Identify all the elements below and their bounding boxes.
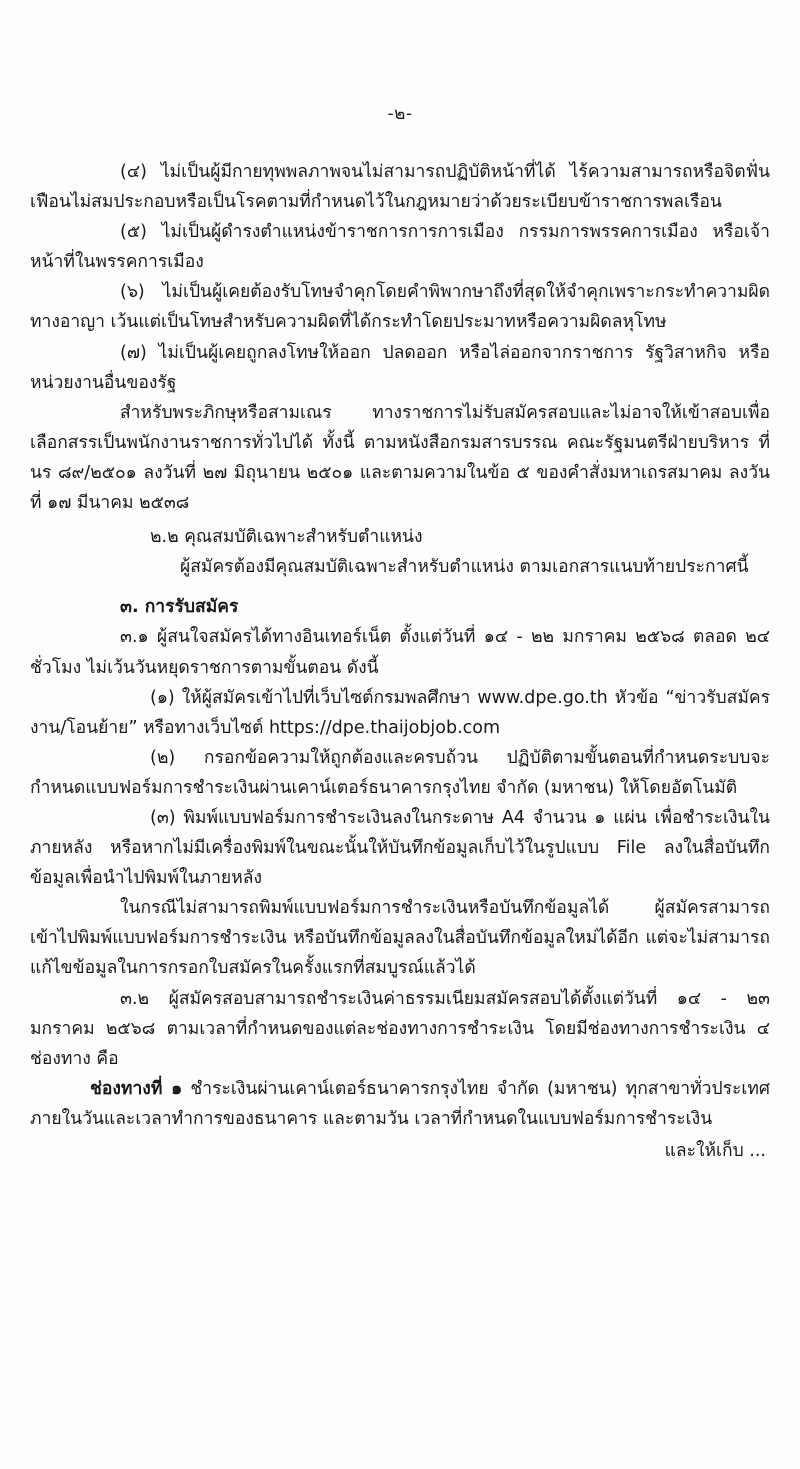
- page-number: -๒-: [387, 104, 413, 124]
- paragraph-section-2-2: ๒.๒ คุณสมบัติเฉพาะสำหรับตำแหน่ง: [150, 527, 423, 548]
- channel-1-text: ชำระเงินผ่านเคาน์เตอร์ธนาคารกรุงไทย จำกัด (มหาชน) ทุกสาขาทั่วประเทศ ภายในวันและเวลาทำการของธนาคาร และตามวัน เวลาที่กำหนดในแบบฟอร์มการชำระเงิน: [30, 1078, 771, 1129]
- paragraph-item-5: (๕) ไม่เป็นผู้ดำรงตำแหน่งข้าราชการการการเมือง กรรมการพรรคการเมือง หรือเจ้าหน้าที่ในพรรคการเมือง: [30, 222, 770, 273]
- paragraph-step-2: (๒) กรอกข้อความให้ถูกต้องและครบถ้วน ปฏิบัติตามขั้นตอนที่กำหนดระบบจะกำหนดแบบฟอร์มการชำระเงินผ่านเคาน์เตอร์ธนาคารกรุงไทย จำกัด (มหาชน) ให้โดยอัตโนมัติ: [30, 747, 770, 798]
- paragraph-monk-clause: สำหรับพระภิกษุหรือสามเณร ทางราชการไม่รับสมัครสอบและไม่อาจให้เข้าสอบเพื่อเลือกสรรเป็นพนักงานราชการทั่วไปได้ ทั้งนี้ ตามหนังสือกรมสารบรรณ คณะรัฐมนตรีฝ่ายบริหาร ที่ นร ๘๙/๒๕๐๑ ลงวันที่ ๒๗ มิถุนายน ๒๕๐๑ และตามความในข้อ ๕ ของคำสั่งมหาเถรสมาคม ลงวันที่ ๑๗ มีนาคม ๒๕๓๘: [30, 402, 770, 514]
- paragraph-step-1: (๑) ให้ผู้สมัครเข้าไปที่เว็บไซต์กรมพลศึกษา www.dpe.go.th หัวข้อ “ข่าวรับสมัครงาน/โอนย้าย” หรือทางเว็บไซต์ https://dpe.thaijobjob.com: [30, 687, 770, 738]
- paragraph-section-3-1: ๓.๑ ผู้สนใจสมัครได้ทางอินเทอร์เน็ต ตั้งแต่วันที่ ๑๔ - ๒๒ มกราคม ๒๕๖๘ ตลอด ๒๔ ชั่วโมง ไม่เว้นวันหยุดราชการตามขั้นตอน ดังนี้: [30, 627, 770, 678]
- paragraph-item-6: (๖) ไม่เป็นผู้เคยต้องรับโทษจำคุกโดยคำพิพากษาถึงที่สุดให้จำคุกเพราะกระทำความผิดทางอาญา เว้นแต่เป็นโทษสำหรับความผิดที่ได้กระทำโดยประมาทหรือความผิดลหุโทษ: [30, 282, 770, 333]
- paragraph-section-2-2-body: ผู้สมัครต้องมีคุณสมบัติเฉพาะสำหรับตำแหน่ง ตามเอกสารแนบท้ายประกาศนี้: [180, 557, 749, 578]
- paragraph-item-7: (๗) ไม่เป็นผู้เคยถูกลงโทษให้ออก ปลดออก หรือไล่ออกจากราชการ รัฐวิสาหกิจ หรือหน่วยงานอื่นของรัฐ: [30, 342, 770, 393]
- channel-1-label: ช่องทางที่ ๑: [90, 1078, 183, 1099]
- heading-section-3: ๓. การรับสมัคร: [120, 597, 239, 618]
- paragraph-channel-1: [30, 1074, 770, 1134]
- document-body: [0, 157, 800, 1166]
- paragraph-step-3: (๓) พิมพ์แบบฟอร์มการชำระเงินลงในกระดาษ A4 จำนวน ๑ แผ่น เพื่อชำระเงินในภายหลัง หรือหากไม่มีเครื่องพิมพ์ในขณะนั้นให้บันทึกข้อมูลเก็บไว้ในรูปแบบ File ลงในสื่อบันทึกข้อมูลเพื่อนำไปพิมพ์ในภายหลัง: [30, 807, 770, 889]
- paragraph-item-4: (๔) ไม่เป็นผู้มีกายทุพพลภาพจนไม่สามารถปฏิบัติหน้าที่ได้ ไร้ความสามารถหรือจิตฟั่นเฟือนไม่สมประกอบหรือเป็นโรคตามที่กำหนดไว้ในกฎหมายว่าด้วยระเบียบข้าราชการพลเรือน: [30, 162, 770, 213]
- paragraph-reprint-clause: ในกรณีไม่สามารถพิมพ์แบบฟอร์มการชำระเงินหรือบันทึกข้อมูลได้ ผู้สมัครสามารถเข้าไปพิมพ์แบบฟอร์มการชำระเงิน หรือบันทึกข้อมูลลงในสื่อบันทึกข้อมูลใหม่ได้อีก แต่จะไม่สามารถแก้ไขข้อมูลในการกรอกใบสมัครในครั้งแรกที่สมบูรณ์แล้วได้: [30, 898, 770, 979]
- paragraph-section-3-2: ๓.๒ ผู้สมัครสอบสามารถชำระเงินค่าธรรมเนียมสมัครสอบได้ตั้งแต่วันที่ ๑๔ - ๒๓ มกราคม ๒๕๖๘ ตามเวลาที่กำหนดของแต่ละช่องทางการชำระเงิน โดยมีช่องทางการชำระเงิน ๔ ช่องทาง คือ: [30, 988, 770, 1069]
- footer-note: และให้เก็บ ...: [664, 1141, 766, 1161]
